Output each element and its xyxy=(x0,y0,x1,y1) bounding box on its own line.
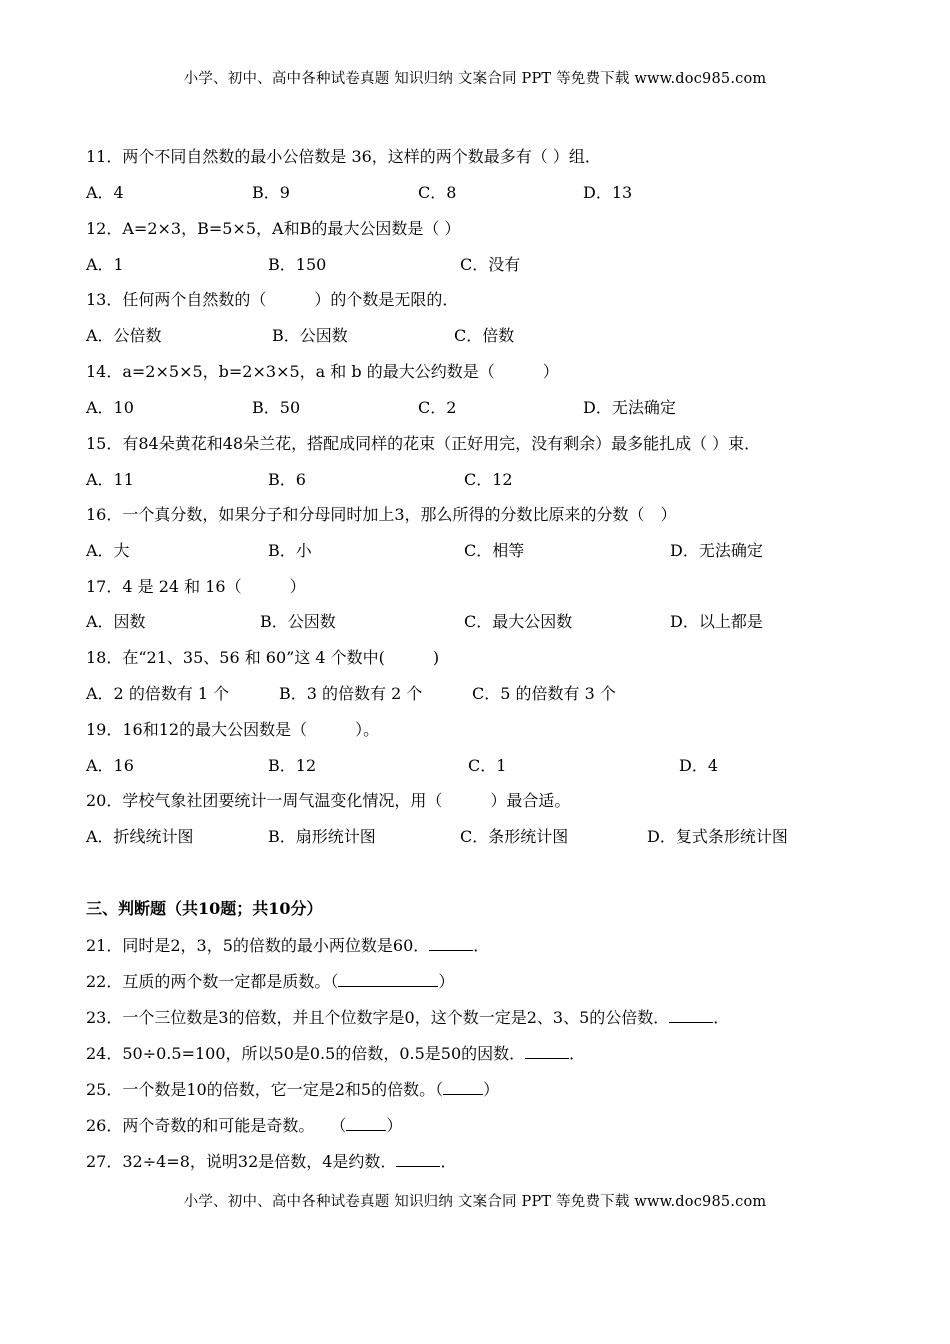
option-d: D．13 xyxy=(583,183,633,202)
option-b: B．12 xyxy=(268,756,317,775)
judgement-item-26 xyxy=(86,1115,402,1136)
item-text: 27．32÷4=8，说明32是倍数，4是约数． xyxy=(86,1152,397,1171)
question-16: 16．一个真分数，如果分子和分母同时加上3，那么所得的分数比原来的分数（ ） xyxy=(86,505,677,524)
item-text: 24．50÷0.5=100，所以50是0.5的倍数，0.5是50的因数． xyxy=(86,1044,526,1063)
judgement-item-25 xyxy=(86,1079,499,1100)
option-b: B．50 xyxy=(252,398,301,417)
option-b: B．150 xyxy=(268,255,327,274)
question-14: 14．a=2×5×5，b=2×3×5，a 和 b 的最大公约数是（ ） xyxy=(86,362,559,381)
option-c: C．8 xyxy=(418,183,457,202)
item-suffix: ） xyxy=(386,1116,403,1135)
question-17: 17．4 是 24 和 16（ ） xyxy=(86,577,306,596)
judgement-item-24 xyxy=(86,1043,585,1064)
page-header: 小学、初中、高中各种试卷真题 知识归纳 文案合同 PPT 等免费下载 www.doc985.com xyxy=(183,71,767,87)
option-d: D．4 xyxy=(679,756,719,775)
option-a: A．16 xyxy=(86,756,134,775)
option-c: C．没有 xyxy=(460,255,521,274)
item-suffix: ． xyxy=(569,1044,586,1063)
option-d: D．以上都是 xyxy=(670,612,763,631)
item-suffix: ） xyxy=(483,1080,500,1099)
answer-blank[interactable] xyxy=(396,1151,440,1167)
option-c: C．1 xyxy=(468,756,507,775)
answer-blank[interactable] xyxy=(429,935,473,951)
option-b: B．公因数 xyxy=(272,326,348,345)
answer-blank[interactable] xyxy=(338,971,438,987)
option-b: B．小 xyxy=(268,541,312,560)
option-c: C．12 xyxy=(464,470,513,489)
item-text: 25．一个数是10的倍数，它一定是2和5的倍数。（ xyxy=(86,1080,444,1099)
question-20: 20．学校气象社团要统计一周气温变化情况，用（ ）最合适。 xyxy=(86,791,571,810)
option-c: C．最大公因数 xyxy=(464,612,573,631)
option-a: A．折线统计图 xyxy=(86,827,194,846)
option-a: A．11 xyxy=(86,470,134,489)
question-12: 12．A=2×3，B=5×5，A和B的最大公因数是（ ） xyxy=(86,219,461,238)
page-footer: 小学、初中、高中各种试卷真题 知识归纳 文案合同 PPT 等免费下载 www.doc985.com xyxy=(183,1194,767,1210)
option-b: B．9 xyxy=(252,183,290,202)
judgement-item-21 xyxy=(86,935,489,956)
option-d: D．复式条形统计图 xyxy=(647,827,788,846)
question-13: 13．任何两个自然数的（ ）的个数是无限的． xyxy=(86,290,459,309)
item-text: 22．互质的两个数一定都是质数。（ xyxy=(86,972,339,991)
option-c: C．2 xyxy=(418,398,457,417)
option-a: A．1 xyxy=(86,255,124,274)
option-a: A．4 xyxy=(86,183,124,202)
section-title: 三、判断题（共10题；共10分） xyxy=(86,899,323,918)
answer-blank[interactable] xyxy=(346,1115,386,1131)
option-c: C．条形统计图 xyxy=(460,827,569,846)
option-c: C．相等 xyxy=(464,541,525,560)
option-c: C．5 的倍数有 3 个 xyxy=(472,684,616,703)
option-b: B．6 xyxy=(268,470,306,489)
option-a: A．因数 xyxy=(86,612,146,631)
item-suffix: ． xyxy=(473,936,490,955)
option-a: A．10 xyxy=(86,398,134,417)
option-a: A．大 xyxy=(86,541,130,560)
question-15: 15．有84朵黄花和48朵兰花，搭配成同样的花束（正好用完，没有剩余）最多能扎成（ ）束． xyxy=(86,434,761,453)
answer-blank[interactable] xyxy=(525,1043,569,1059)
option-a: A．公倍数 xyxy=(86,326,162,345)
judgement-item-23 xyxy=(86,1007,729,1028)
option-d: D．无法确定 xyxy=(670,541,763,560)
item-text: 23．一个三位数是3的倍数，并且个位数字是0，这个数一定是2、3、5的公倍数． xyxy=(86,1008,670,1027)
option-c: C．倍数 xyxy=(454,326,515,345)
item-suffix: ） xyxy=(438,972,455,991)
judgement-item-22 xyxy=(86,971,454,992)
option-b: B．3 的倍数有 2 个 xyxy=(279,684,423,703)
question-11: 11．两个不同自然数的最小公倍数是 36，这样的两个数最多有（ ）组． xyxy=(86,147,601,166)
question-18: 18．在“21、35、56 和 60”这 4 个数中( ) xyxy=(86,648,440,667)
option-d: D．无法确定 xyxy=(583,398,676,417)
option-a: A．2 的倍数有 1 个 xyxy=(86,684,230,703)
item-suffix: ． xyxy=(440,1152,457,1171)
item-text: 26．两个奇数的和可能是奇数。 （ xyxy=(86,1116,347,1135)
answer-blank[interactable] xyxy=(443,1079,483,1095)
item-suffix: ． xyxy=(713,1008,730,1027)
item-text: 21．同时是2，3，5的倍数的最小两位数是60． xyxy=(86,936,430,955)
judgement-item-27 xyxy=(86,1151,456,1172)
option-b: B．扇形统计图 xyxy=(268,827,376,846)
option-b: B．公因数 xyxy=(260,612,336,631)
answer-blank[interactable] xyxy=(669,1007,713,1023)
question-19: 19．16和12的最大公因数是（ ）。 xyxy=(86,720,380,739)
